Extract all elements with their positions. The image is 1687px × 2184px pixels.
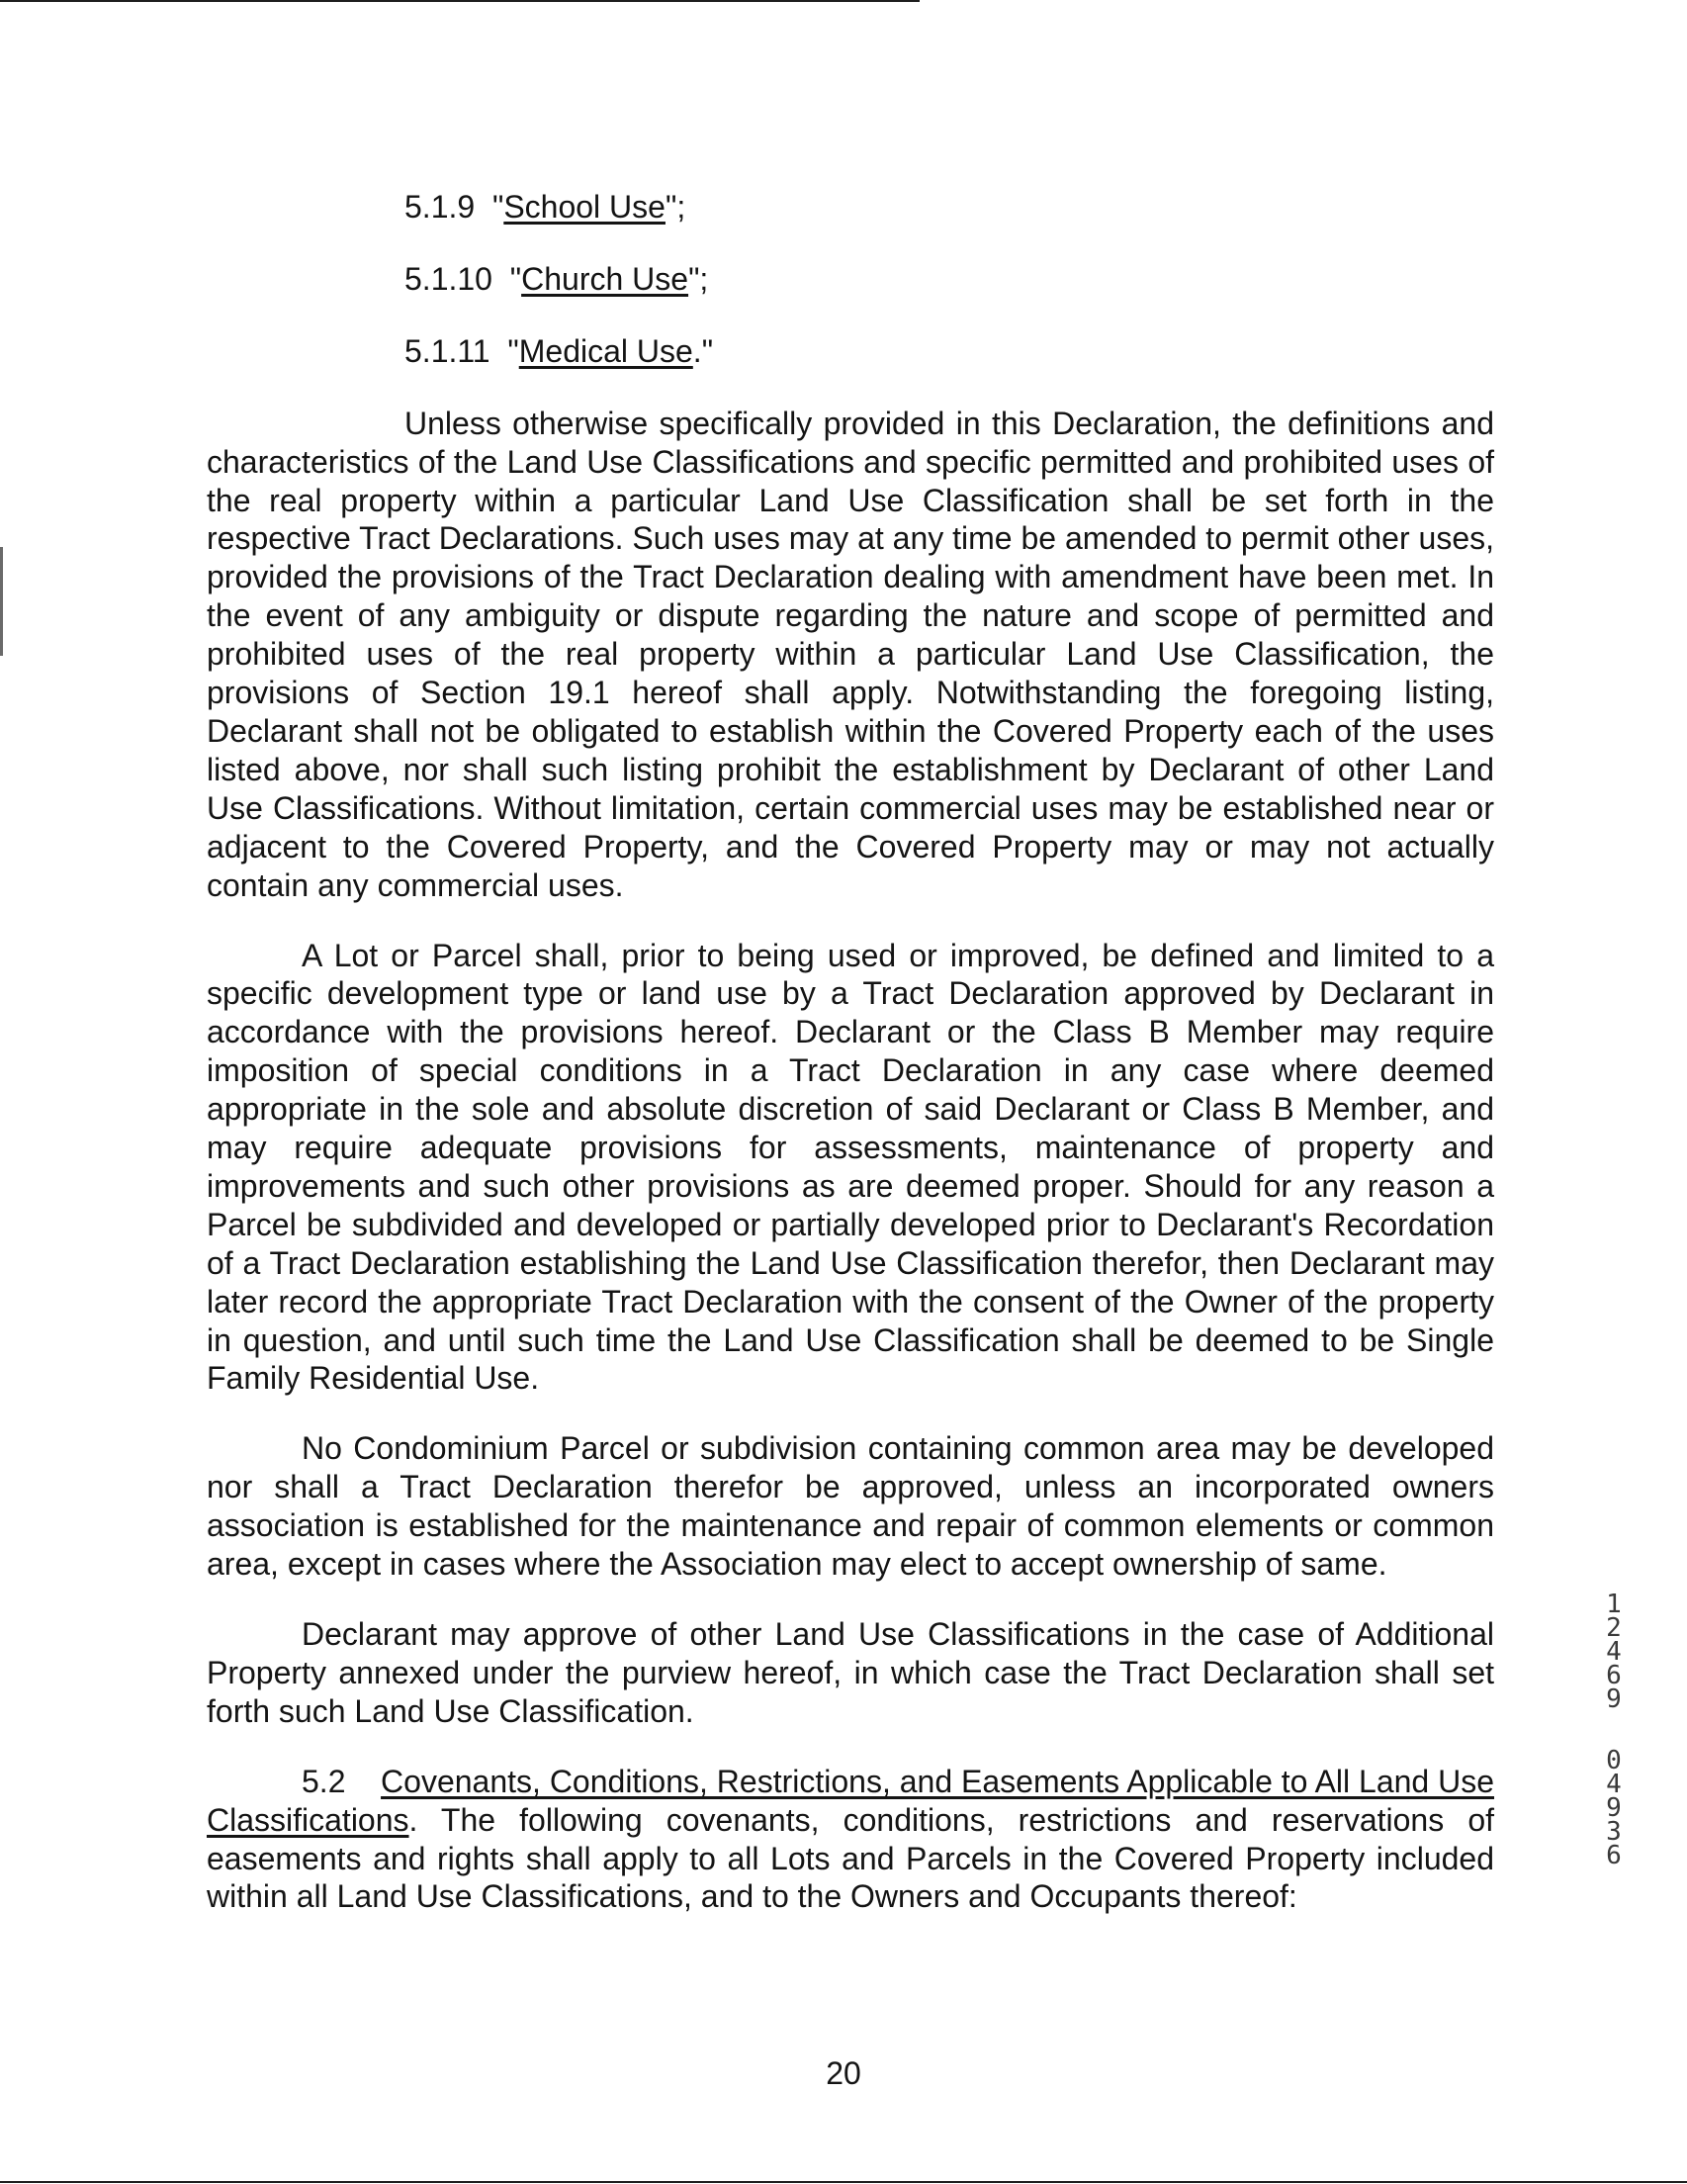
stamp-digit: 6 bbox=[1606, 1841, 1622, 1870]
section-body: The following covenants, conditions, restrictions and reservations of easements and rights shall apply to all Lots and Parcels in the Covered Property included within all Land Use Classifications, and to the Owners and Occupants thereof: bbox=[207, 1801, 1494, 1915]
stamp-digit: 4 bbox=[1606, 1637, 1622, 1667]
stamp-digit: 0 bbox=[1606, 1746, 1622, 1775]
stamp-digit: 3 bbox=[1606, 1817, 1622, 1847]
list-item-term: Church Use bbox=[521, 260, 689, 297]
section-number: 5.2 bbox=[302, 1763, 346, 1799]
stamp-digit: 4 bbox=[1606, 1770, 1622, 1799]
list-item-number: 5.1.9 bbox=[404, 189, 476, 225]
paragraph-land-use-definitions: Unless otherwise specifically provided in this Declaration, the definitions and characteristics of the Land Use Classifications and specific permitted and prohibited uses of the real property within a particular Land Use Classification shall be set forth in the respective Tract Declarations. Such uses may at any time be amended to permit other uses, provided the provisions of the Tract Declaration dealing with amendment have been met. In the event of any ambiguity or dispute regarding the nature and scope of permitted and prohibited uses of the real property within a particular Land Use Classification, the provisions of Section 19.1 hereof shall apply. Notwithstanding the foregoing listing, Declarant shall not be obligated to establish within the Covered Property each of the uses listed above, nor shall such listing prohibit the establishment by Declarant of other Land Use Classifications. Without limitation, certain commercial uses may be established near or adjacent to the Covered Property, and the Covered Property may or may not actually contain any commercial uses. bbox=[207, 405, 1494, 903]
list-item-church-use bbox=[207, 260, 1494, 299]
section-heading-period: . bbox=[408, 1801, 418, 1838]
list-item-number: 5.1.10 bbox=[404, 260, 492, 297]
stamp-group-1 bbox=[1599, 1590, 1629, 1714]
section-heading: Covenants, Conditions, Restrictions, and Easements Applicable to All Land Use Classifications bbox=[207, 1763, 1495, 1838]
stamp-digit: 2 bbox=[1606, 1613, 1622, 1643]
close-quote: ." bbox=[692, 332, 714, 369]
scan-left-edge-mark bbox=[0, 547, 3, 656]
stamp-digit: 1 bbox=[1606, 1590, 1622, 1619]
open-quote: " bbox=[507, 332, 519, 369]
list-item-number: 5.1.11 bbox=[404, 332, 490, 369]
stamp-digit: 9 bbox=[1606, 1793, 1622, 1823]
open-quote: " bbox=[491, 189, 504, 225]
section-5-2 bbox=[207, 1763, 1494, 1917]
page-number: 20 bbox=[826, 2055, 861, 2091]
open-quote: " bbox=[509, 260, 522, 297]
document-body bbox=[207, 188, 1494, 1916]
stamp-digit: 9 bbox=[1606, 1684, 1622, 1714]
paragraph-additional-property: Declarant may approve of other Land Use Classifications in the case of Additional Property annexed under the purview hereof, in which case the Tract Declaration shall set forth such Land Use Classification. bbox=[207, 1616, 1494, 1729]
paragraph-lot-or-parcel: A Lot or Parcel shall, prior to being used or improved, be defined and limited to a specific development type or land use by a Tract Declaration approved by Declarant in accordance with the provisions hereof. Declarant or the Class B Member may require imposition of special conditions in a Tract Declaration in any case where deemed appropriate in the sole and absolute discretion of said Declarant or Class B Member, and may require adequate provisions for assessments, maintenance of property and improvements and such other provisions as are deemed proper. Should for any reason a Parcel be subdivided and developed or partially developed prior to Declarant's Recordation of a Tract Declaration establishing the Land Use Classification therefor, then Declarant may later record the appropriate Tract Declaration with the consent of the Owner of the property in question, and until such time the Land Use Classification shall be deemed to be Single Family Residential Use. bbox=[207, 937, 1494, 1397]
list-item-school-use bbox=[207, 188, 1494, 227]
close-quote: "; bbox=[665, 189, 686, 225]
list-item-medical-use bbox=[207, 332, 1494, 371]
list-item-term: Medical Use bbox=[518, 332, 693, 369]
stamp-digit: 6 bbox=[1606, 1661, 1622, 1690]
scan-top-edge bbox=[0, 0, 920, 2]
paragraph-condominium-parcel: No Condominium Parcel or subdivision containing common area may be developed nor shall a Tract Declaration therefor be approved, unless an incorporated owners association is established for the maintenance and repair of common elements or common area, except in cases where the Association may elect to accept ownership of same. bbox=[207, 1430, 1494, 1583]
close-quote: "; bbox=[688, 260, 709, 297]
stamp-gap bbox=[1599, 1711, 1629, 1749]
stamp-group-2 bbox=[1599, 1746, 1629, 1870]
margin-record-stamp bbox=[1599, 1590, 1629, 1870]
scan-bottom-edge bbox=[0, 2181, 1687, 2183]
list-item-term: School Use bbox=[503, 189, 666, 225]
